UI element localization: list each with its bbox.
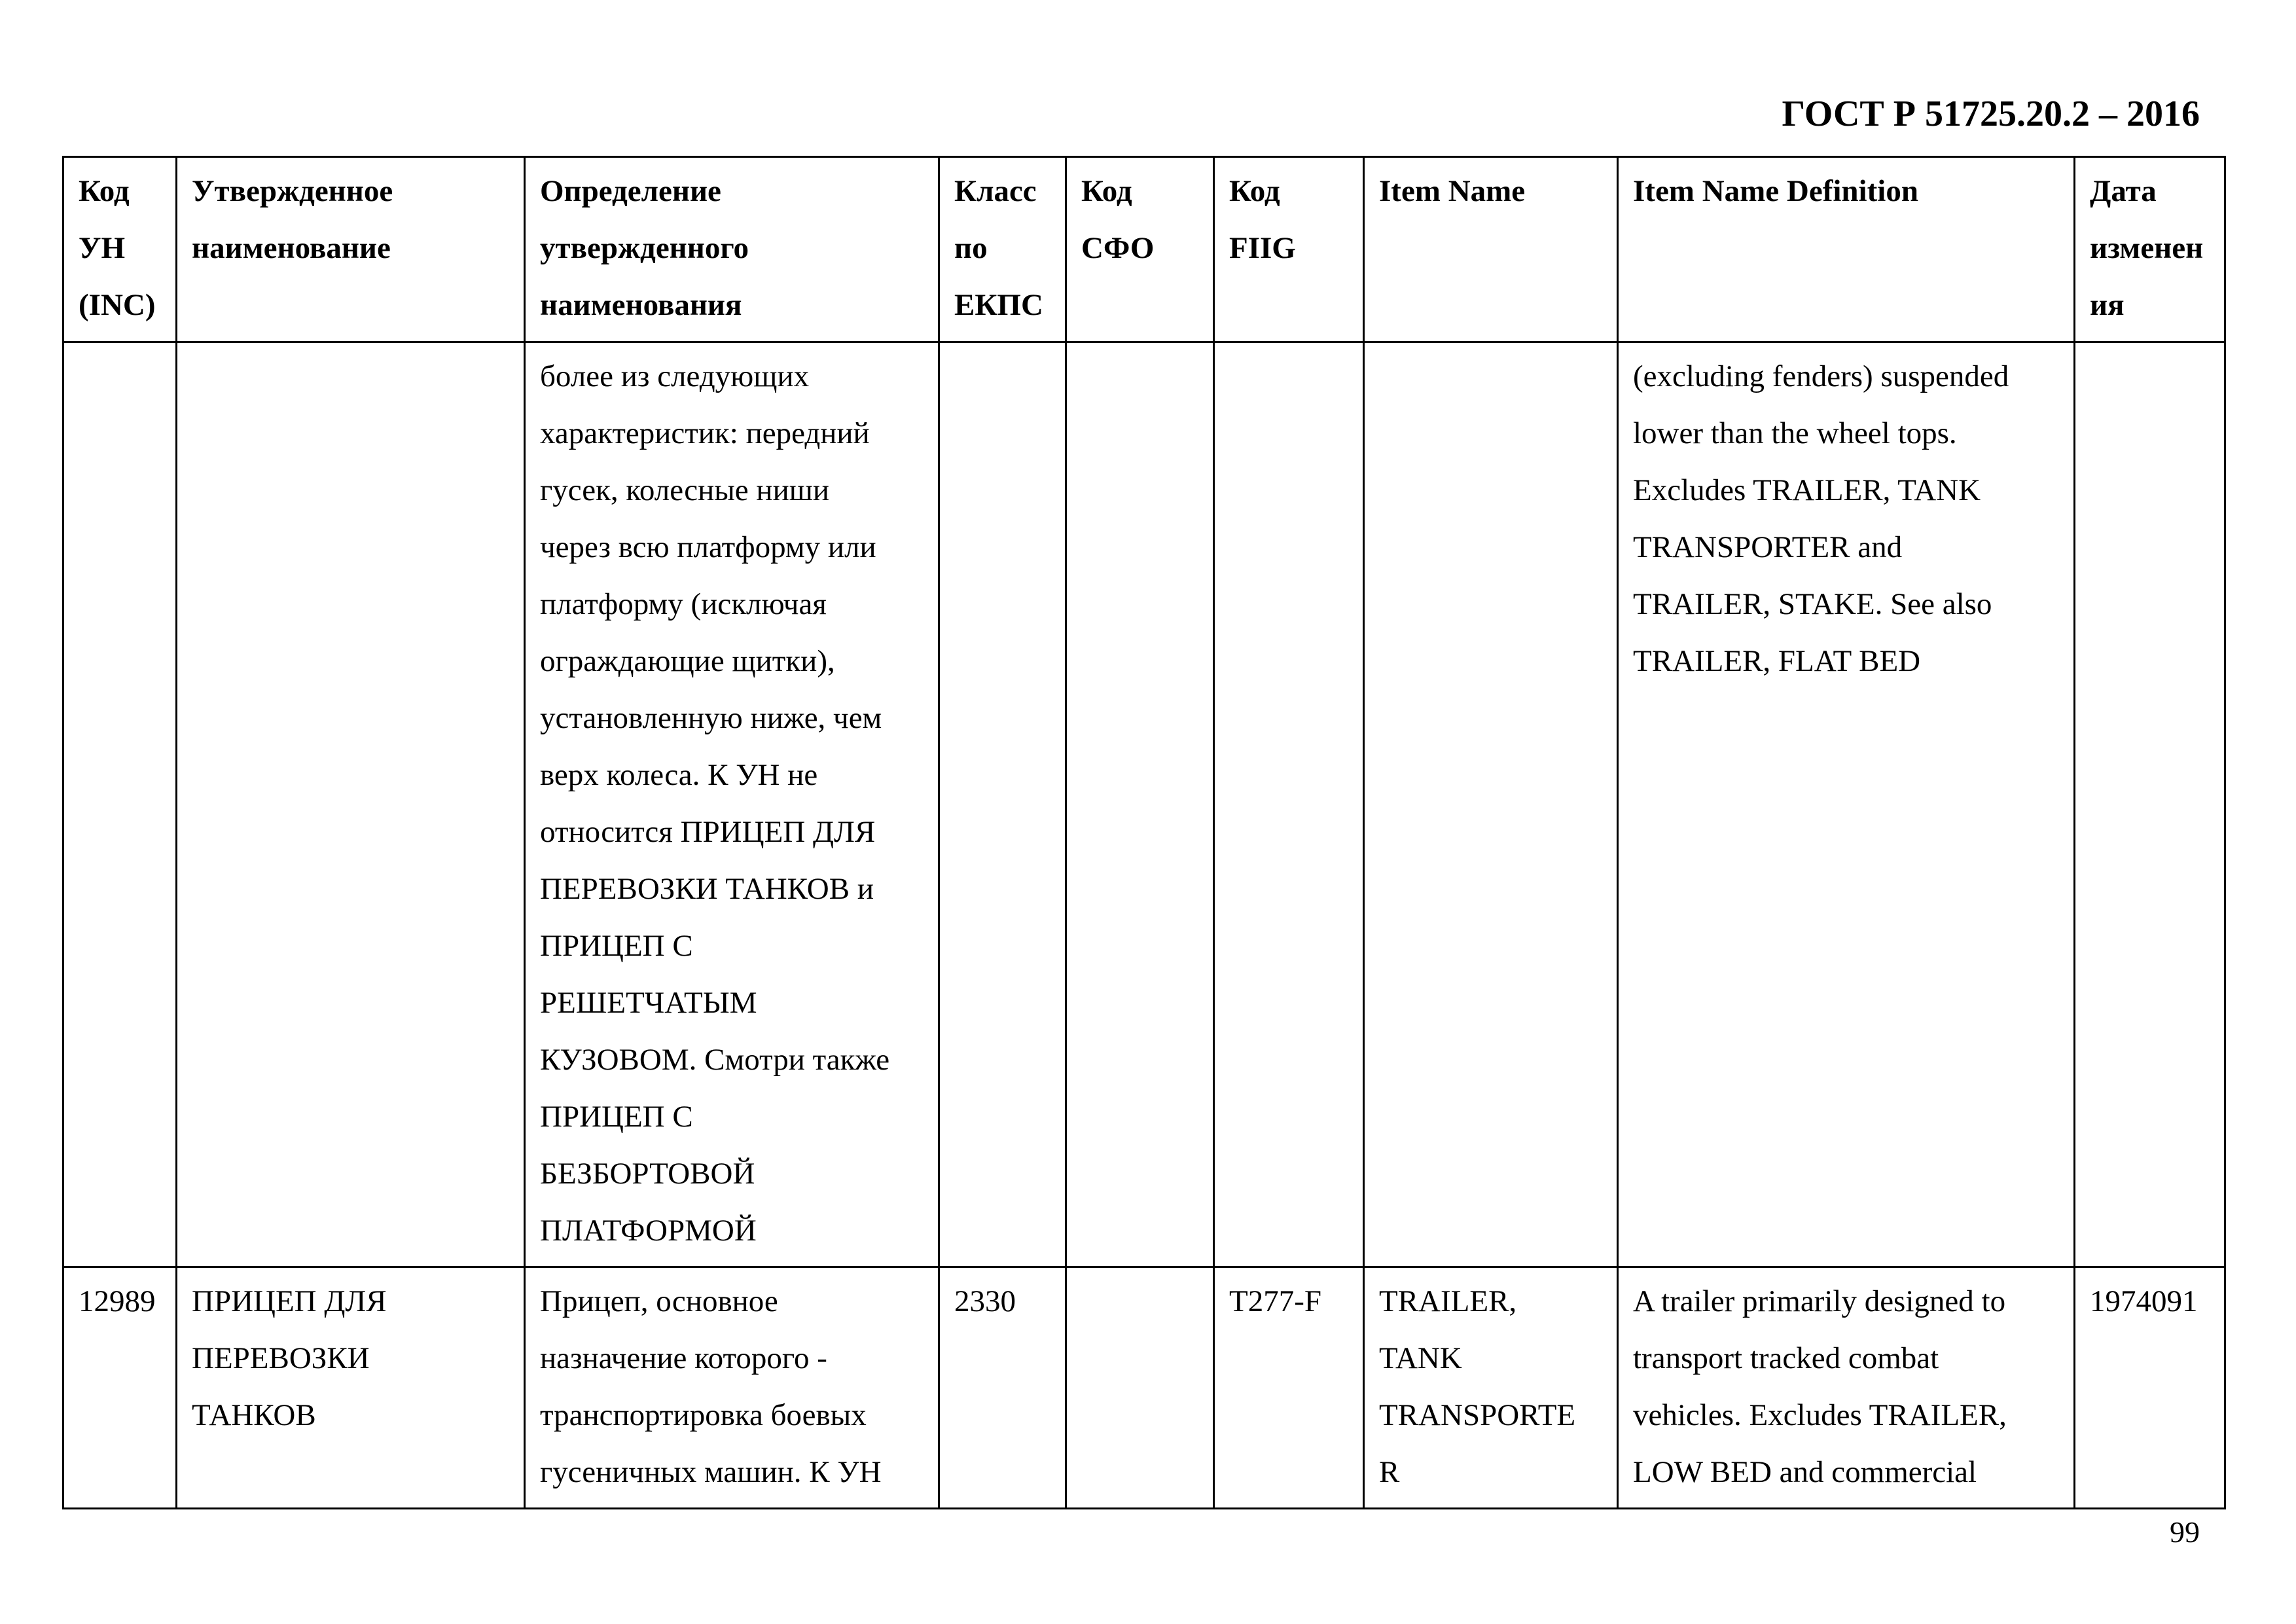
page-number: 99 [2170, 1515, 2200, 1549]
cell-approved-name [177, 342, 525, 1267]
cell-ekps-class [939, 342, 1066, 1267]
cell-item-name [1364, 342, 1618, 1267]
document-standard-header: ГОСТ Р 51725.20.2 – 2016 [1782, 94, 2200, 134]
cell-item-name-definition: (excluding fenders) suspended lower than the wheel tops. Excludes TRAILER, TANK TRANSPORTER and TRAILER, STAKE. See also TRAILER, FLAT BED [1618, 342, 2075, 1267]
table-row [63, 342, 2225, 1267]
table-header-row [63, 157, 2225, 342]
cell-approved-name-definition: более из следующих характеристик: передний гусек, колесные ниши через всю платформу или платформу (исключая ограждающие щитки), установленную ниже, чем верх колеса. К УН не относится ПРИЦЕП ДЛЯ ПЕРЕВОЗКИ ТАНКОВ и ПРИЦЕП С РЕШЕТЧАТЫМ КУЗОВОМ. Смотри также ПРИЦЕП С БЕЗБОРТОВОЙ ПЛАТФОРМОЙ [525, 342, 939, 1267]
cell-ekps-class: 2330 [939, 1267, 1066, 1509]
cell-sfo-code [1066, 1267, 1214, 1509]
cell-approved-name: ПРИЦЕП ДЛЯ ПЕРЕВОЗКИ ТАНКОВ [177, 1267, 525, 1509]
cell-item-name: TRAILER, TANK TRANSPORTE R [1364, 1267, 1618, 1509]
cell-approved-name-definition: Прицеп, основное назначение которого - транспортировка боевых гусеничных машин. К УН [525, 1267, 939, 1509]
cell-fiig-code [1214, 342, 1364, 1267]
item-names-table [62, 156, 2226, 1509]
col-header-item-name-definition: Item Name Definition [1618, 157, 2075, 342]
cell-item-name-definition: A trailer primarily designed to transport tracked combat vehicles. Excludes TRAILER, LOW BED and commercial [1618, 1267, 2075, 1509]
col-header-sfo-code: Код СФО [1066, 157, 1214, 342]
col-header-fiig-code: Код FIIG [1214, 157, 1364, 342]
table-row [63, 1267, 2225, 1509]
cell-fiig-code: T277-F [1214, 1267, 1364, 1509]
cell-change-date: 1974091 [2075, 1267, 2225, 1509]
col-header-approved-name: Утвержденное наименование [177, 157, 525, 342]
cell-change-date [2075, 342, 2225, 1267]
cell-inc-code: 12989 [63, 1267, 177, 1509]
cell-sfo-code [1066, 342, 1214, 1267]
cell-inc-code [63, 342, 177, 1267]
col-header-item-name: Item Name [1364, 157, 1618, 342]
col-header-ekps-class: Класс по ЕКПС [939, 157, 1066, 342]
col-header-approved-name-definition: Определение утвержденного наименования [525, 157, 939, 342]
col-header-inc-code: Код УН (INC) [63, 157, 177, 342]
col-header-change-date: Дата изменен ия [2075, 157, 2225, 342]
